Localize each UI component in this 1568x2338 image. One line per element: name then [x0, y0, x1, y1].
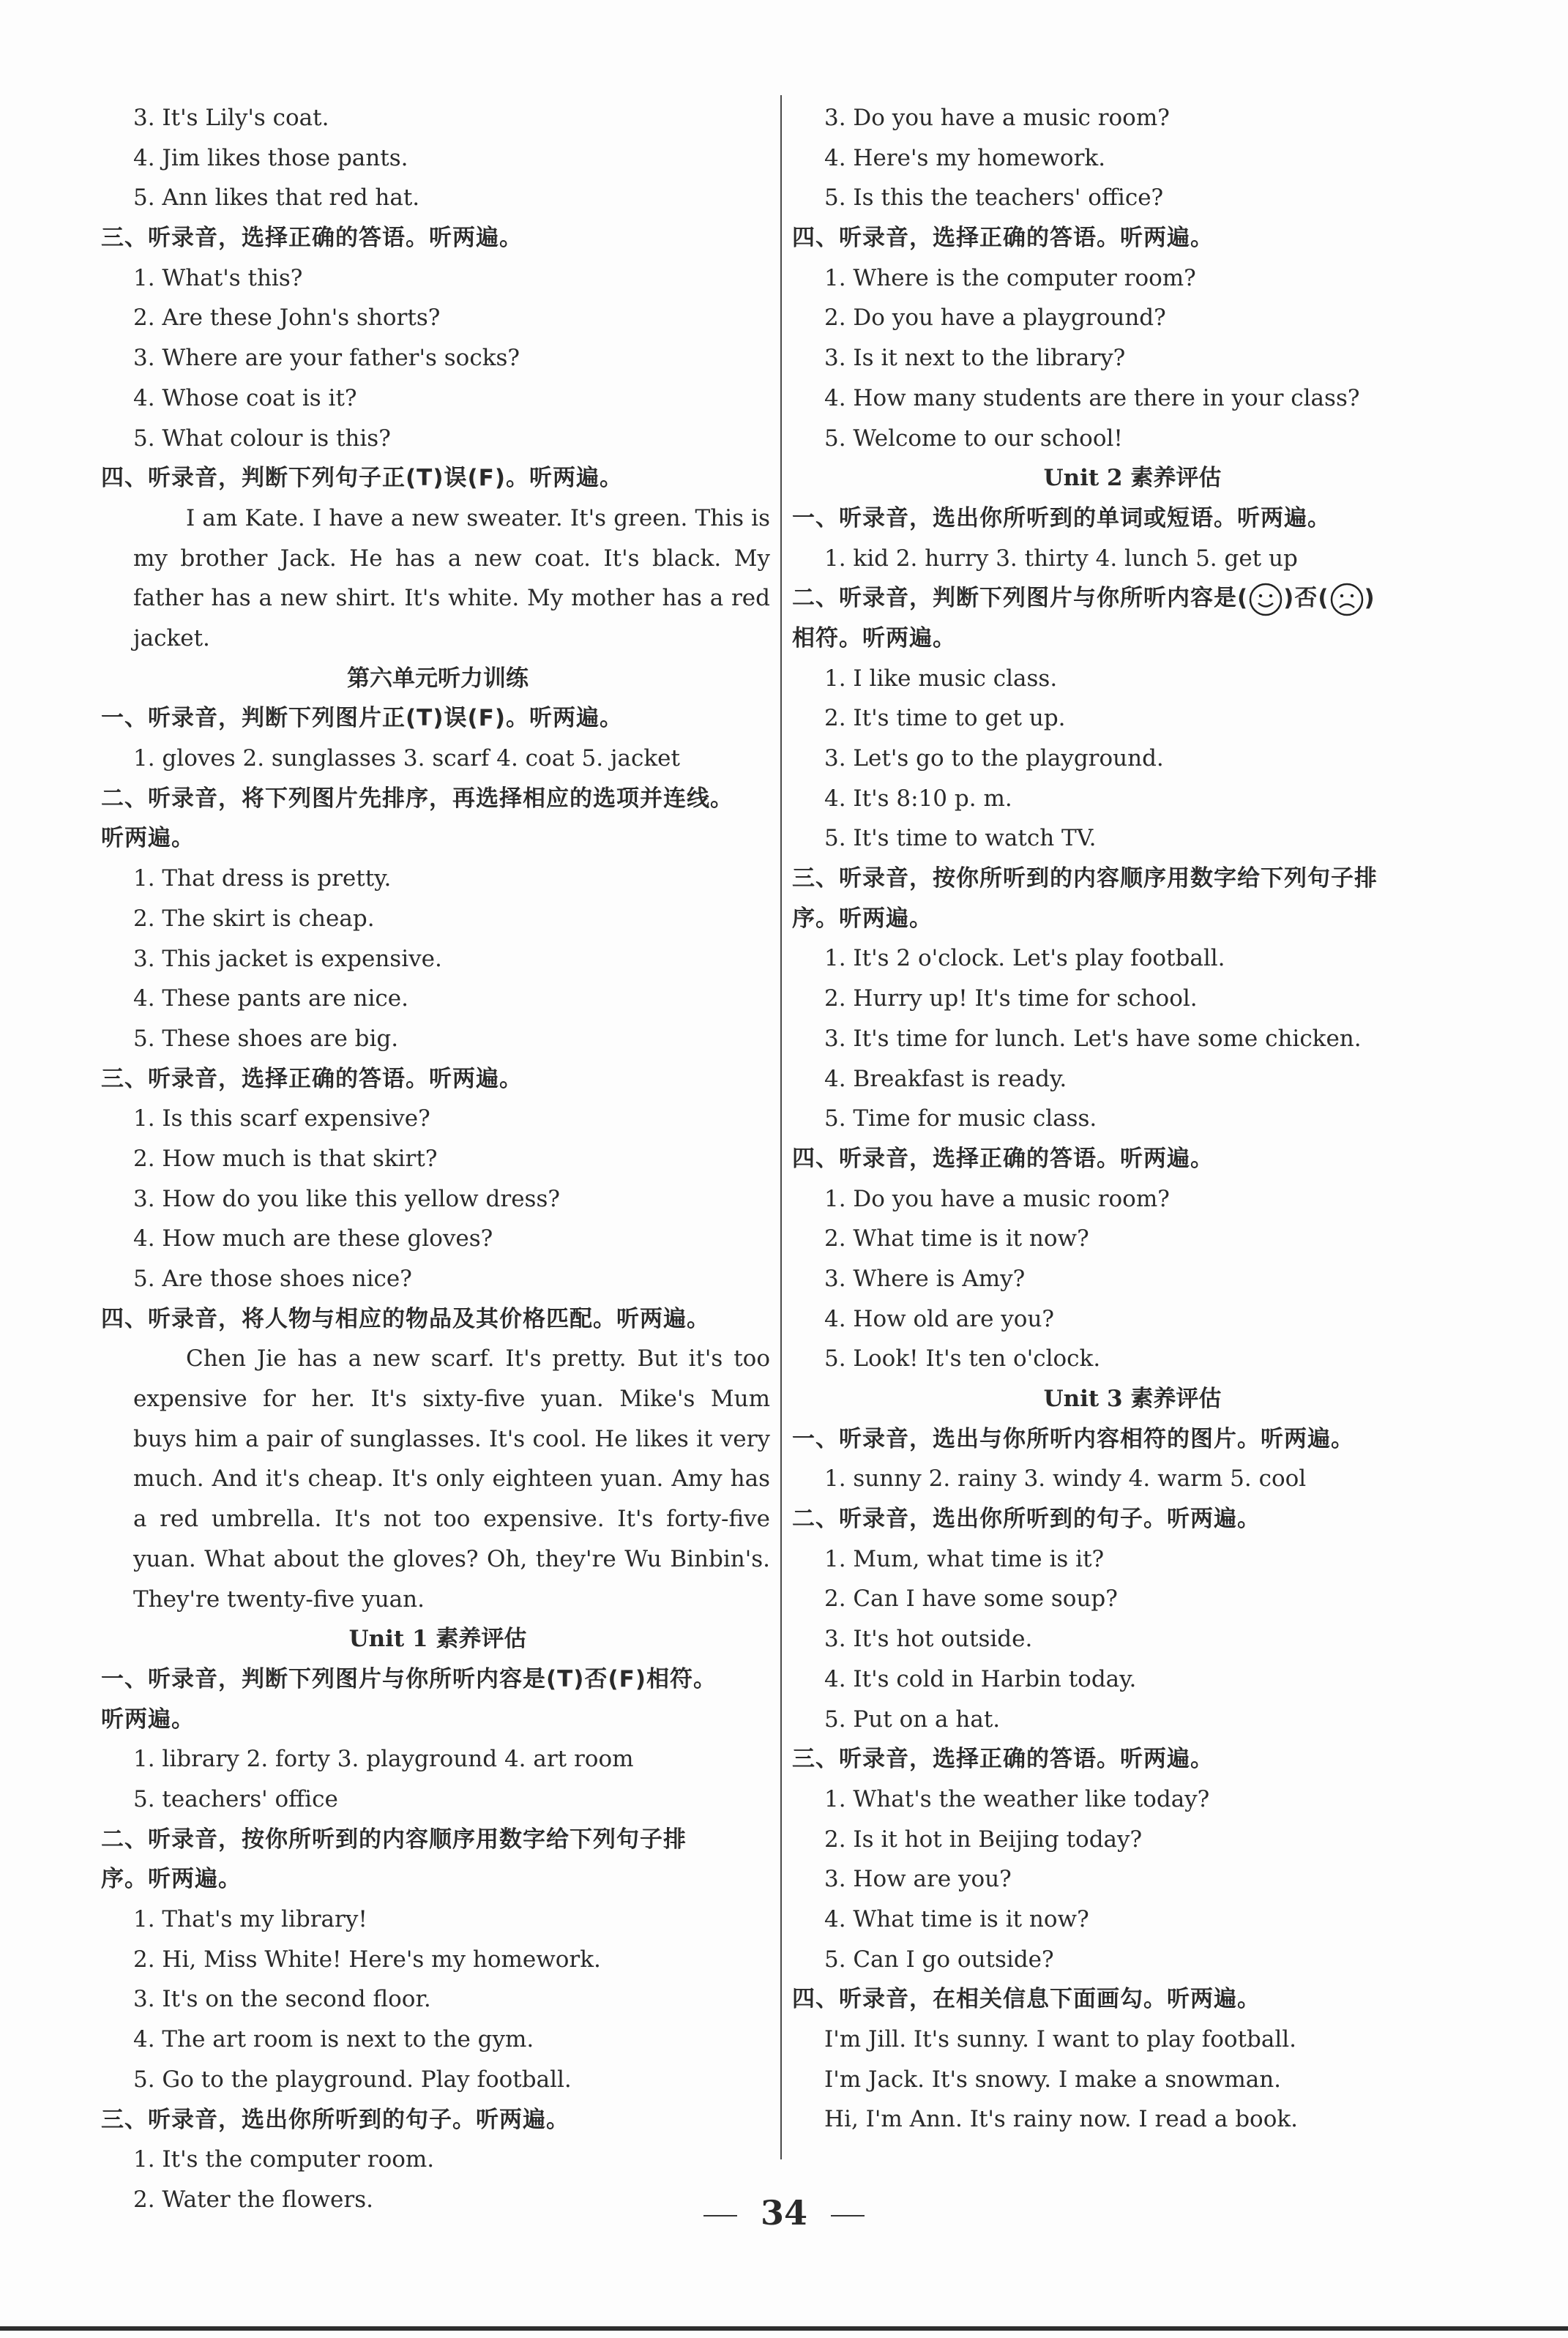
list-item: 1. What's the weather like today? [824, 1785, 1210, 1812]
section-heading: 三、听录音，选出你所听到的句子。听两遍。 [101, 2106, 570, 2133]
list-item: 4. How many students are there in your class? [824, 384, 1360, 411]
list-item: 1. sunny 2. rainy 3. windy 4. warm 5. cool [824, 1465, 1307, 1493]
unit-title: Unit 1 素养评估 [348, 1626, 527, 1653]
section-heading: 三、听录音，选择正确的答语。听两遍。 [792, 1746, 1214, 1773]
list-item: 1. That's my library! [133, 1906, 367, 1933]
list-item: 4. Here's my homework. [824, 144, 1106, 171]
list-item: 2. Water the flowers. [133, 2186, 373, 2213]
list-item: 5. Is this the teachers' office? [824, 184, 1164, 212]
list-item: 2. It's time to get up. [824, 705, 1066, 732]
right-column [792, 98, 1473, 2140]
list-item: 3. Where are your father's socks? [133, 345, 520, 372]
list-item: 4. Breakfast is ready. [824, 1065, 1067, 1092]
list-item: I'm Jill. It's sunny. I want to play football. [824, 2026, 1297, 2053]
list-item: 5. Look! It's ten o'clock. [824, 1345, 1101, 1372]
list-item: 4. These pants are nice. [133, 985, 408, 1012]
section-heading: 一、听录音，判断下列图片与你所听内容是(T)否(F)相符。 [101, 1665, 717, 1692]
list-item: 1. gloves 2. sunglasses 3. scarf 4. coat 5. jacket [133, 745, 680, 772]
list-item: 5. Put on a hat. [824, 1706, 1001, 1733]
list-item: 2. Hi, Miss White! Here's my homework. [133, 1946, 601, 1973]
section-heading: 相符。听两遍。 [792, 624, 956, 651]
list-item: 1. What's this? [133, 264, 303, 291]
list-item: 1. I like music class. [824, 665, 1058, 692]
list-item: 1. Mum, what time is it? [824, 1545, 1105, 1572]
sad-face-icon [1329, 585, 1364, 611]
list-item: 3. Do you have a music room? [824, 105, 1170, 131]
list-item: 3. How do you like this yellow dress? [133, 1185, 560, 1212]
section-heading: 四、听录音，将人物与相应的物品及其价格匹配。听两遍。 [101, 1305, 710, 1332]
list-item: 1. That dress is pretty. [133, 865, 392, 892]
section-heading: 三、听录音，按你所听到的内容顺序用数字给下列句子排 [792, 865, 1378, 892]
list-item: 1. It's the computer room. [133, 2146, 435, 2173]
list-item: 5. Time for music class. [824, 1105, 1097, 1132]
section-heading: 四、听录音，在相关信息下面画勾。听两遍。 [792, 1986, 1261, 2013]
section-heading: 二、听录音，选出你所听到的句子。听两遍。 [792, 1506, 1261, 1533]
list-item: 3. It's hot outside. [824, 1626, 1033, 1653]
list-item: 5. Are those shoes nice? [133, 1266, 412, 1292]
heading-text: )否( [1283, 585, 1329, 612]
listening-passage: Chen Jie has a new scarf. It's pretty. But it's too expensive for her. It's sixty-five yuan. Mike's Mum buys him a pair of sunglasses. It's cool. He likes it very much. And it's cheap. It's only eighteen yuan. Amy has a red umbrella. It's not too expensive. It's forty-five yuan. What about the gloves? Oh, they're Wu Binbin's. They're twenty-five yuan. [133, 1345, 770, 1613]
list-item: 5. Ann likes that red hat. [133, 184, 420, 212]
list-item: 2. Do you have a playground? [824, 305, 1166, 332]
bottom-rule [0, 2326, 1568, 2331]
listening-passage: I am Kate. I have a new sweater. It's green. This is my brother Jack. He has a new coat. It's black. My father has a new shirt. It's white. My mother has a red jacket. [133, 504, 770, 651]
list-item: 4. Jim likes those pants. [133, 144, 408, 171]
list-item: 1. kid 2. hurry 3. thirty 4. lunch 5. get up [824, 545, 1298, 572]
list-item: 2. What time is it now? [824, 1225, 1089, 1252]
list-item: 1. Where is the computer room? [824, 264, 1196, 291]
section-heading: 四、听录音，选择正确的答语。听两遍。 [792, 1145, 1214, 1172]
list-item: 2. Hurry up! It's time for school. [824, 985, 1198, 1012]
list-item: 2. The skirt is cheap. [133, 905, 375, 932]
section-heading: 二、听录音，按你所听到的内容顺序用数字给下列句子排 [101, 1826, 687, 1853]
list-item: I'm Jack. It's snowy. I make a snowman. [824, 2066, 1282, 2093]
section-heading: 一、听录音，选出你所听到的单词或短语。听两遍。 [792, 504, 1331, 531]
list-item: 5. teachers' office [133, 1786, 338, 1813]
column-divider [780, 95, 782, 2159]
list-item: 5. It's time to watch TV. [824, 825, 1097, 852]
list-item: 1. It's 2 o'clock. Let's play football. [824, 945, 1225, 972]
section-heading: 四、听录音，判断下列句子正(T)误(F)。听两遍。 [101, 465, 623, 492]
list-item: 3. Is it next to the library? [824, 345, 1126, 372]
section-heading-faces [792, 578, 1473, 619]
list-item: 4. The art room is next to the gym. [133, 2026, 534, 2053]
section-heading: 二、听录音，将下列图片先排序，再选择相应的选项并连线。 [101, 785, 733, 812]
list-item: 5. These shoes are big. [133, 1025, 399, 1052]
list-item: 3. It's time for lunch. Let's have some chicken. [824, 1025, 1362, 1052]
unit-title: Unit 2 素养评估 [1043, 465, 1222, 492]
list-item: 5. Welcome to our school! [824, 425, 1123, 452]
list-item: 4. It's cold in Harbin today. [824, 1665, 1137, 1692]
section-heading: 一、听录音，判断下列图片正(T)误(F)。听两遍。 [101, 705, 623, 732]
unit-title: Unit 3 素养评估 [1043, 1386, 1222, 1412]
list-item: 3. It's on the second floor. [133, 1986, 431, 2013]
heading-text: ) [1364, 585, 1375, 612]
section-heading: 序。听两遍。 [792, 905, 933, 932]
list-item: 2. How much is that skirt? [133, 1145, 438, 1172]
list-item: 5. Can I go outside? [824, 1946, 1054, 1973]
list-item: 3. Where is Amy? [824, 1265, 1026, 1292]
list-item: 1. Is this scarf expensive? [133, 1105, 430, 1132]
section-heading: 序。听两遍。 [101, 1866, 242, 1893]
page-number: 34 [0, 2193, 1568, 2233]
list-item: 5. Go to the playground. Play football. [133, 2066, 572, 2093]
list-item: 4. Whose coat is it? [133, 384, 357, 411]
list-item: 2. Is it hot in Beijing today? [824, 1826, 1143, 1853]
heading-text: 二、听录音，判断下列图片与你所听内容是( [792, 585, 1249, 612]
section-heading: 四、听录音，选择正确的答语。听两遍。 [792, 225, 1214, 252]
list-item: 1. Do you have a music room? [824, 1185, 1170, 1212]
section-heading: 听两遍。 [101, 825, 195, 852]
list-item: 3. This jacket is expensive. [133, 945, 442, 972]
list-item: 1. library 2. forty 3. playground 4. art room [133, 1746, 634, 1773]
smile-face-icon [1248, 585, 1283, 611]
section-heading: 三、听录音，选择正确的答语。听两遍。 [101, 1065, 523, 1092]
list-item: 4. How much are these gloves? [133, 1225, 493, 1252]
list-item: 3. Let's go to the playground. [824, 745, 1164, 772]
left-column [101, 98, 774, 2220]
list-item: 4. What time is it now? [824, 1905, 1089, 1932]
list-item: 3. It's Lily's coat. [133, 105, 329, 131]
list-item: 4. It's 8:10 p. m. [824, 785, 1012, 812]
section-heading: 听两遍。 [101, 1706, 195, 1733]
list-item: Hi, I'm Ann. It's rainy now. I read a book. [824, 2106, 1299, 2133]
section-heading: 三、听录音，选择正确的答语。听两遍。 [101, 225, 523, 252]
list-item: 4. How old are you? [824, 1305, 1055, 1332]
list-item: 3. How are you? [824, 1866, 1012, 1893]
unit-title: 第六单元听力训练 [347, 665, 529, 692]
list-item: 5. What colour is this? [133, 425, 391, 452]
list-item: 2. Can I have some soup? [824, 1586, 1118, 1613]
section-heading: 一、听录音，选出与你所听内容相符的图片。听两遍。 [792, 1425, 1354, 1452]
list-item: 2. Are these John's shorts? [133, 305, 441, 332]
